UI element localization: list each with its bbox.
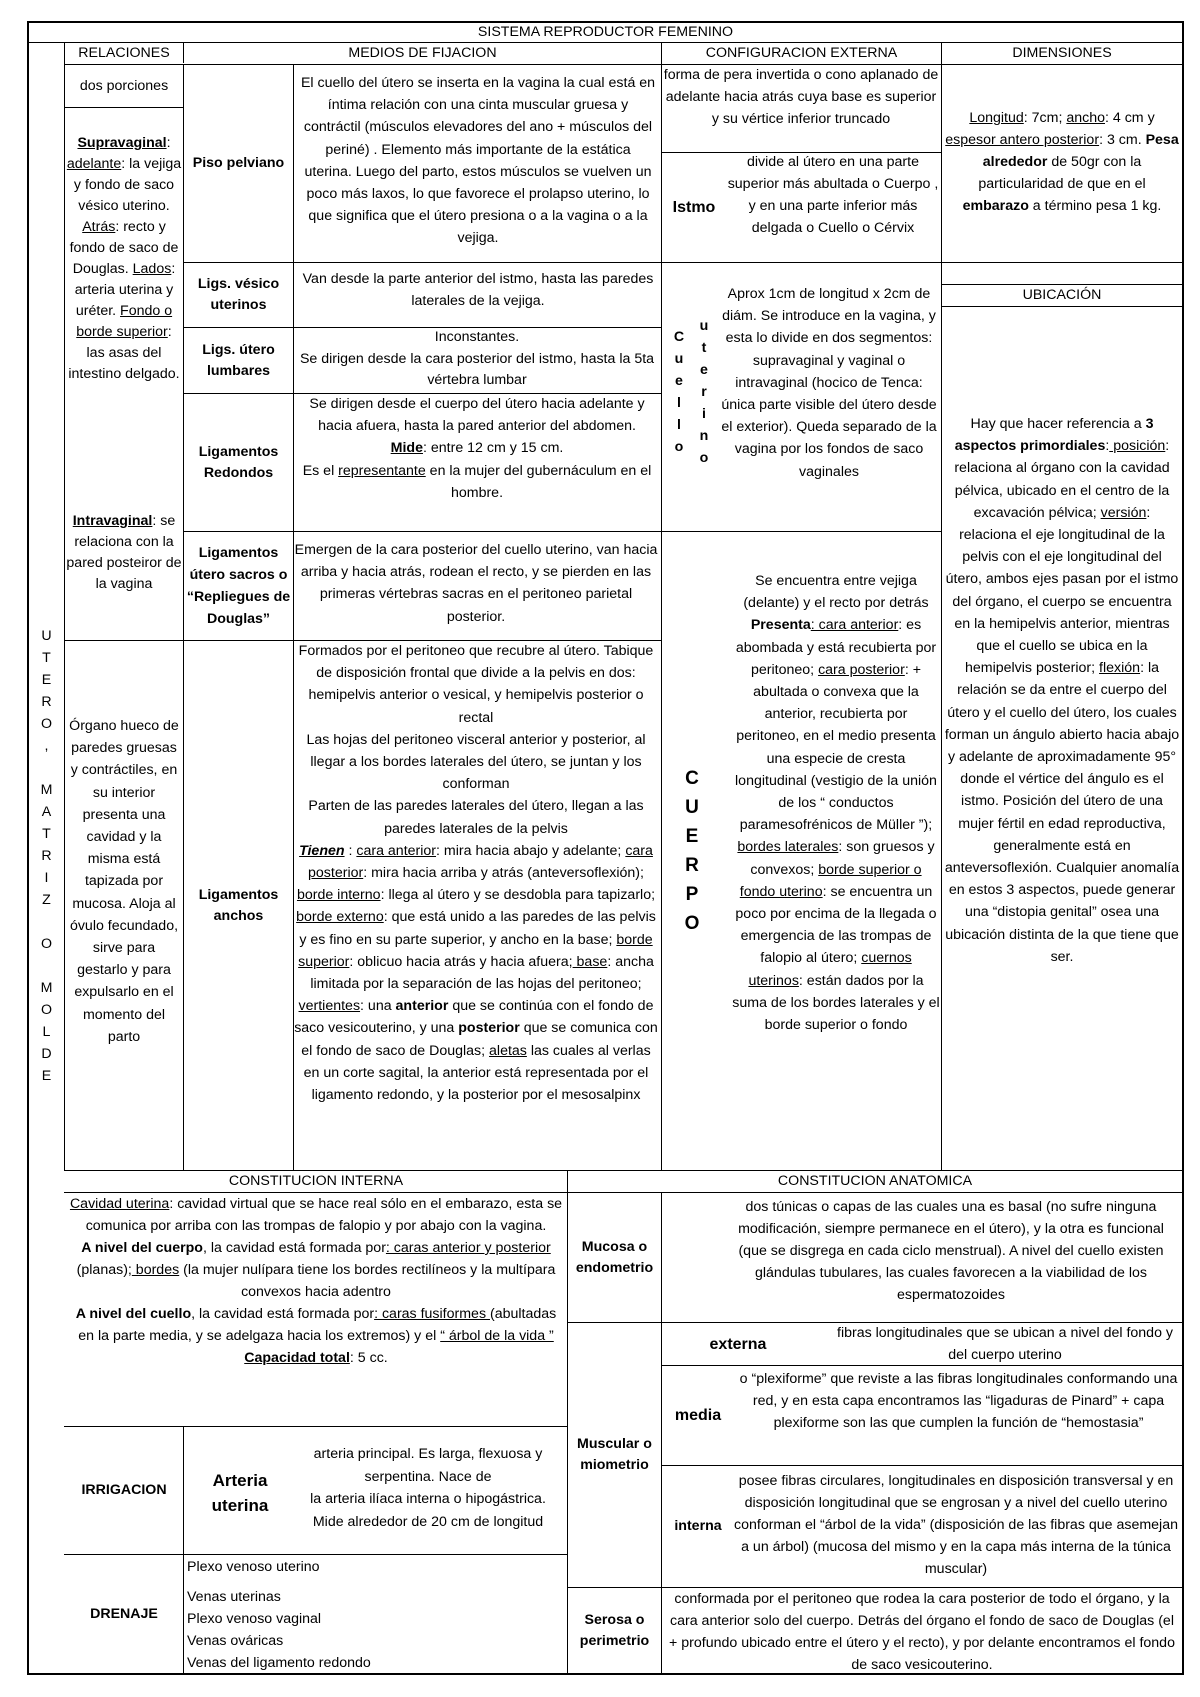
- anatomica-media-label: media: [674, 1407, 722, 1424]
- irrigacion-sub-label: Arteria uterina: [211, 1471, 269, 1515]
- medio-sacros-label: Ligamentos útero sacros o “Repliegues de Douglas”: [186, 544, 291, 628]
- organ-letter: D: [41, 1046, 52, 1062]
- irrigacion-label: IRRIGACION: [81, 1482, 167, 1498]
- anatomica-serosa-label: Serosa o perimetrio: [579, 1611, 650, 1649]
- anatomica-serosa-text: conformada por el peritoneo que rodea la cara posterior de todo el órgano, y la cara anterior solo del cuerpo. Detrás del órgano el fondo de saco de Douglas (el + profundo ubicado entre el útero y el recto), y por delante encontramos el fondo de saco vesicouterino.: [669, 1591, 1175, 1673]
- header-dimensiones: DIMENSIONES: [1012, 45, 1112, 61]
- medio-anchos-label: Ligamentos anchos: [198, 886, 279, 924]
- ubicacion-text: Hay que hacer referencia a 3 aspectos primordiales: posición: relaciona al órgano con la cavidad pélvica, ubicado en el centro de la excavación pélvica; versión: relaciona el eje longitudinal de la pelvis con el eje longitudinal del útero, ambos ejes pasan por el istmo del órgano, el cuerpo se encuentra en la hemipelvis anterior, mientras que el cuello se ubica en la hemipelvis posterior; flexión: la relación se da entre el cuerpo del útero y el cuello del útero, los cuales forman un ángulo abierto hacia abajo y adelante de aproximadamente 95° donde el vértice del ángulo es el istmo. Posición del útero de una mujer fértil en edad reproductiva, generalmente está en anteversoflexión. Cualquier anomalía en estos 3 aspectos, puede generar una “distopia genital” osea una ubicación distinta de la que tiene que ser.: [944, 416, 1180, 965]
- header-configuracion: CONFIGURACION EXTERNA: [705, 45, 898, 61]
- config-cuerpo-text: Se encuentra entre vejiga (delante) y el recto por detrás Presenta: cara anterior: es abombada y está recubierta por peritoneo; cara posterior: + abultada o convexa que la anterior, recubierta por peritoneo, en el medio presenta una especie de cresta longitudinal (vestigio de la unión de los “ conductos paramesofrénicos de Müller ”); bordes laterales: son gruesos y convexos; borde superior o fondo uterino: se encuentra un poco por encima de la llegada o emergencia de las trompas de falopio al útero; cuernos uterinos: están dados por la suma de los bordes laterales y el borde superior o fondo: [732, 573, 940, 1034]
- header-relaciones: RELACIONES: [78, 45, 170, 61]
- organ-letter: R: [41, 848, 52, 864]
- relaciones-intravaginal: Intravaginal: se relaciona con la pared posteiror de la vagina: [66, 513, 182, 592]
- drenaje-item: Venas uterinas: [187, 1589, 281, 1605]
- anatomica-interna-label: interna: [674, 1518, 722, 1534]
- relaciones-porciones: dos porciones: [79, 77, 169, 94]
- interna-text: Cavidad uterina: cavidad virtual que se hace real sólo en el embarazo, esta se comunica por arriba con las trompas de falopio y por abajo con la vagina. A nivel del cuerpo, la cavidad está formada por: caras anterior y posterior (planas); bordes (la mujer nulípara tiene los bordes rectilíneos y la multípara convexos hacia adentro A nivel del cuello, la cavidad está formada por: caras fusiformes (abultadas en la parte media, y se adelgaza hacia los extremos) y el “ árbol de la vida ” Capacidad total: 5 cc.: [69, 1196, 563, 1366]
- medio-lumbares-label: Ligs. útero lumbares: [202, 341, 275, 379]
- organ-letter: M: [40, 782, 53, 798]
- organ-letter: R: [41, 694, 52, 710]
- config-uterino-vertical: u t e r i n o: [699, 318, 709, 466]
- drenaje-item: Venas del ligamento redondo: [187, 1655, 371, 1671]
- organ-letter: T: [42, 826, 51, 842]
- medio-piso-label: Piso pelviano: [192, 155, 285, 171]
- config-cuello-text: Aprox 1cm de longitud x 2cm de diám. Se introduce en la vagina, y esta lo divide en dos segmentos: supravaginal y vaginal o intravaginal (hocico de Tenca: única parte visible del útero desde el exterior). Queda separado de la vagina por los fondos de saco vaginales: [721, 286, 937, 480]
- organ-vertical-label: [29, 625, 64, 1087]
- organ-letter: O: [40, 1002, 53, 1018]
- relaciones-supravaginal: Supravaginal: adelante: la vejiga y fondo de saco vésico uterino. Atrás: recto y fondo de saco de Douglas. Lados: arteria uterina y uréter. Fondo o borde superior: las asas del intestino delgado.: [66, 135, 182, 382]
- organ-letter: T: [42, 650, 51, 666]
- header-ubicacion: UBICACIÓN: [1022, 287, 1102, 303]
- organ-letter: I: [44, 870, 49, 886]
- organ-letter: U: [41, 628, 52, 644]
- medio-redondos-label: Ligamentos Redondos: [198, 443, 279, 481]
- drenaje-item: Plexo venoso vaginal: [187, 1611, 322, 1627]
- organ-letter: E: [41, 1068, 52, 1084]
- config-istmo-label: Istmo: [672, 199, 716, 216]
- config-forma: forma de pera invertida o cono aplanado de adelante hacia atrás cuya base es superior y su vértice inferior truncado: [663, 67, 939, 127]
- anatomica-externa-text: fibras longitudinales que se ubican a nivel del fondo y del cuerpo uterino: [837, 1325, 1173, 1363]
- organ-letter: L: [42, 1024, 51, 1040]
- medio-lumbares-text: Inconstantes. Se dirigen desde la cara posterior del istmo, hasta la 5ta vértebra lumbar: [299, 329, 655, 388]
- anatomica-muscular-label: Muscular o miometrio: [577, 1436, 652, 1473]
- medio-vesico-label: Ligs. vésico uterinos: [197, 276, 280, 313]
- organ-letter: M: [40, 980, 53, 996]
- organ-letter: O: [40, 936, 53, 952]
- config-cuello-vertical: C u e l l o: [673, 329, 685, 455]
- anatomica-mucosa-text: dos túnicas o capas de las cuales una es basal (no sufre ninguna modificación, siempre permanece en el útero), y la otra es funcional (que se disgrega en cada ciclo menstrual). A nivel del cuello existen glándulas tubulares, las cuales favorecen a la viabilidad de los espermatozoides: [738, 1199, 1164, 1303]
- header-medios: MEDIOS DE FIJACION: [348, 45, 497, 61]
- dimensiones-text: Longitud: 7cm; ancho: 4 cm y espesor antero posterior: 3 cm. Pesa alrededor de 50gr con la particularidad de que en el embarazo a término pesa 1 kg.: [945, 110, 1179, 214]
- header-constitucion-interna: CONSTITUCION INTERNA: [228, 1173, 404, 1189]
- header-constitucion-anatomica: CONSTITUCION ANATOMICA: [777, 1173, 973, 1189]
- drenaje-item: Plexo venoso uterino: [187, 1559, 320, 1575]
- medio-sacros-text: Emergen de la cara posterior del cuello uterino, van hacia arriba y hacia atrás, rodean el recto, y se pierden en las primeras vértebras sacras en el peritoneo parietal posterior.: [294, 542, 658, 625]
- organ-letter: E: [41, 672, 52, 688]
- config-cuerpo-vertical: C U E R P O: [684, 768, 700, 934]
- organ-letter: A: [41, 804, 52, 820]
- drenaje-item: Venas ováricas: [187, 1633, 284, 1649]
- medio-piso-text: El cuello del útero se inserta en la vagina la cual está en íntima relación con una cinta muscular gruesa y contráctil (músculos elevadores del ano + músculos del periné) . Elemento más importante de la estática uterina. Luego del parto, estos músculos se vuelven un poco más laxos, lo que favorece el prolapso uterino, lo que significa que el útero presiona o a la vagina o a la vejiga.: [300, 75, 656, 247]
- relaciones-organo: Órgano hueco de paredes gruesas y contráctiles, en su interior presenta una cavidad y la misma está tapizada por mucosa. Aloja al óvulo fecundado, sirve para gestarlo y para expulsarlo en el momento del parto: [69, 718, 179, 1045]
- organ-letter: Z: [42, 892, 51, 908]
- drenaje-label: DRENAJE: [90, 1605, 158, 1622]
- anatomica-interna-text: posee fibras circulares, longitudinales en disposición transversal y en disposición longitudinal que se engrosan y a nivel del cuello uterino conforman el “árbol de la vida” (disposición de las fibras que asemejan a un árbol) (mucosa del mismo y en la capa más interna de la túnica muscular): [734, 1473, 1178, 1577]
- page-title: SISTEMA REPRODUCTOR FEMENINO: [477, 24, 734, 40]
- config-istmo-text: divide al útero en una parte superior más abultada o Cuerpo , y en una parte inferior más delgada o Cuello o Cérvix: [727, 154, 939, 236]
- anatomica-mucosa-label: Mucosa o endometrio: [575, 1238, 654, 1276]
- organ-letter: ,: [44, 738, 49, 754]
- medio-redondos-text: Se dirigen desde el cuerpo del útero hacia adelante y hacia afuera, hasta la pared anterior del abdomen. Mide: entre 12 cm y 15 cm. Es el representante en la mujer del gubernáculum en el hombre.: [302, 396, 652, 501]
- medio-vesico-text: Van desde la parte anterior del istmo, hasta las paredes laterales de la vejiga.: [302, 271, 654, 309]
- medio-anchos-text: Formados por el peritoneo que recubre al útero. Tabique de disposición frontal que divide a la pelvis en dos: hemipelvis anterior o vesical, y hemipelvis posterior o rectal Las hojas del peritoneo visceral anterior y posterior, al llegar a los bordes laterales del útero, se juntan y los conforman Parten de las paredes laterales del útero, llegan a las paredes laterales de la pelvis Tienen : cara anterior: mira hacia abajo y adelante; cara posterior: mira hacia arriba y atrás (anteversoflexión); borde interno: llega al útero y se desdobla para tapizarlo; borde externo: que está unido a las paredes de las pelvis y es fino en su parte superior, y ancho en la base; borde superior: oblicuo hacia atrás y hacia afuera; base: ancha limitada por la separación de las hojas del peritoneo; vertientes: una anterior que se continúa con el fondo de saco vesicouterino, y una posterior que se comunica con el fondo de saco de Douglas; aletas las cuales al verlas en un corte sagital, la anterior está representada por el ligamento redondo, y la posterior por el mesosalpinx: [294, 643, 658, 1104]
- organ-letter: O: [40, 716, 53, 732]
- anatomica-externa-label: externa: [709, 1335, 767, 1353]
- anatomica-media-text: o “plexiforme” que reviste a las fibras longitudinales conformando una red, y en esta capa encontramos las “ligaduras de Pinard” + capa plexiforme son las que cumplen la función de “hemostasia”: [739, 1371, 1178, 1431]
- irrigacion-text: arteria principal. Es larga, flexuosa y serpentina. Nace de la arteria ilíaca interna o hipogástrica. Mide alrededor de 20 cm de longitud: [310, 1446, 546, 1530]
